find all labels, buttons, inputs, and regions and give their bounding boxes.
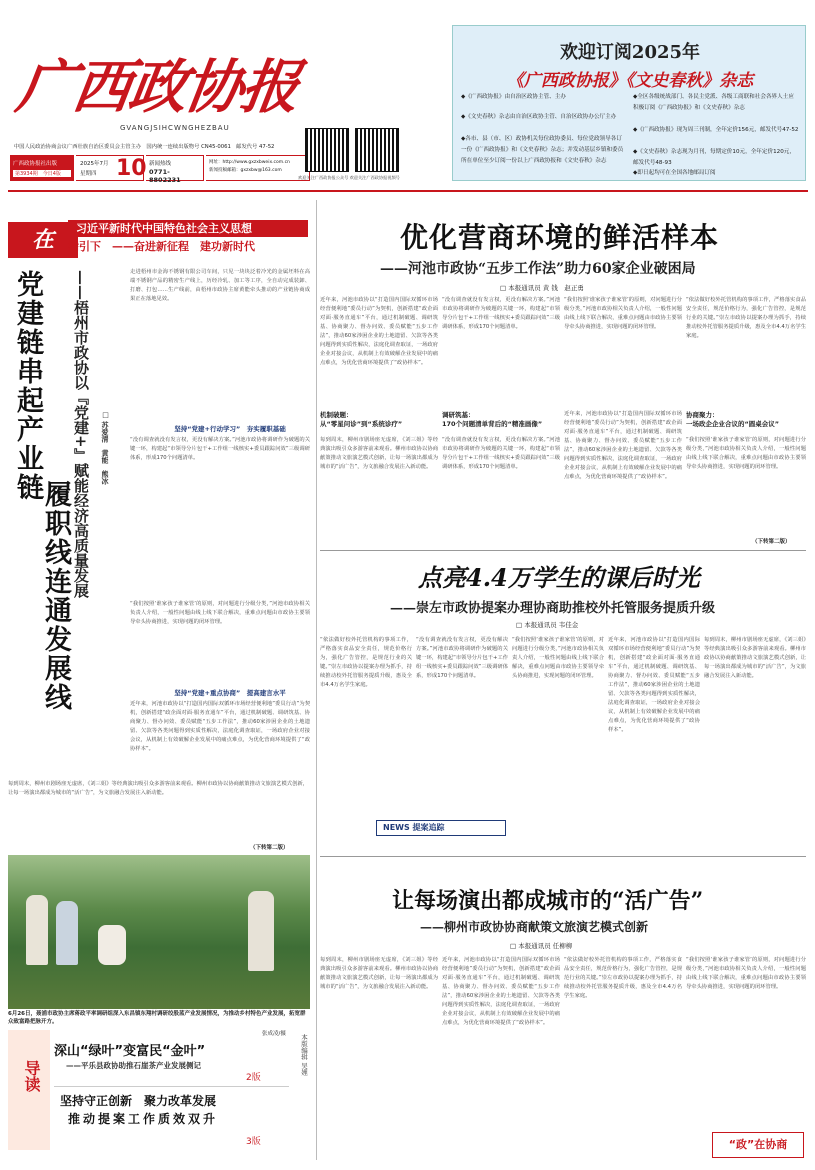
issue-day: 10 bbox=[116, 156, 147, 181]
left-body: 近年来，河池市政协以“打造国内国际双循环市场经营便利地”委员行动”为契机，创新搭建“政企面对面·服务直通车”平台，通过机制破题、调研筑基、协商聚力、督办问效、委员赋能“五步工作法”，推动60家涉困企业的土地遗留、欠款等各类问题得到实质性解决，法庭化调查取证，一场政府企业对接会议，从机制上有效破解企业发展中的痛点难点，为优化营商环境提供了“政协样本”。 bbox=[130, 701, 310, 752]
left-section-2: 坚持“党建+重点协商” 提高建言水平 bbox=[174, 689, 286, 697]
consultation-tag-label: “政”在协商 bbox=[728, 1138, 788, 1151]
story2-subhead: ——崇左市政协提案办理协商助推校外托管服务提质升级 bbox=[390, 601, 716, 616]
story1-body: 每到周末，柳州市剧场座无虚席，《刘三姐》等经典演出吸引众多游客前来观看。柳州市政协以协商献策推动文旅演艺模式创新，让每一场演出都成为城市的“活广告”，为文旅融合发展注入新动能。 bbox=[320, 437, 438, 470]
left-authors: □ 苏爱清 黄能 熊冰 bbox=[101, 410, 110, 485]
story3-byline: □ 本报通讯员 任柳柳 bbox=[510, 942, 573, 950]
story1-body: “我们按照‘谁家孩子谁家管’的原则，对问题进行分级分类，”河池市政协相关负责人介绍，一般性问题由线上线下联合解决，重难点问题由市政协主要领导牵头协商推进，实现问题的闭环管理。 bbox=[564, 297, 682, 330]
left-subhead: ——梧州市政协以『党建+』赋能经济高质量发展 bbox=[72, 270, 90, 598]
masthead-title: 广西政协报 bbox=[12, 53, 303, 121]
story1-continued: （下转第二版） bbox=[752, 539, 791, 545]
story1-box1: 机制破题： 从“零星问诊”到“系统诊疗” bbox=[320, 411, 403, 428]
story1-subhead: ——河池市政协“五步工作法”助力60家企业破困局 bbox=[380, 261, 696, 277]
qr-caption: 欢迎关注广西政协报公众号 欢迎关注广西政协报视频号 bbox=[298, 175, 400, 180]
story2-headline: 点亮4.4万学生的课后时光 bbox=[418, 563, 700, 592]
ad-line: ◆《文史春秋》杂志由自治区政协主管、自治区政协办公厅主办 bbox=[461, 114, 617, 120]
story2-body: “我们按照‘谁家孩子谁家管’的原则，对问题进行分级分类，”河池市政协相关负责人介绍，一般性问题由线上线下联合解决，重难点问题由市政协主要领导牵头协商推进，实现问题的闭环管理。 bbox=[512, 637, 604, 679]
story1-headline: 优化营商环境的鲜活样本 bbox=[400, 221, 720, 254]
ad-title: 欢迎订阅2025年 bbox=[559, 42, 701, 63]
ad-line: ◆即日起均可在全国各地邮局订阅 bbox=[633, 170, 716, 176]
guide-item1-page[interactable]: 2版 bbox=[246, 1073, 261, 1083]
left-continued: （下转第二版） bbox=[250, 845, 289, 851]
ad-line: ◆《文史春秋》杂志现为月刊，每期定价10元，全年定价120元，邮发代号48-93 bbox=[633, 149, 795, 166]
issue-number: 第3934期 今日4版 bbox=[13, 170, 71, 177]
story3-body: 每到周末，柳州市剧场座无虚席，《刘三姐》等经典演出吸引众多游客前来观看。柳州市政协以协商献策推动文旅演艺模式创新，让每一场演出都成为城市的“活广告”，为文旅融合发展注入新动能。 bbox=[320, 957, 438, 990]
story1-body: 近年来，河池市政协以“打造国内国际双循环市场经营便利地”委员行动”为契机，创新搭建“政企面对面·服务直通车”平台，通过机制破题、调研筑基、协商聚力、督办问效、委员赋能“五步工作法”，推动60家涉困企业的土地遗留、欠款等各类问题得到实质性解决，法庭化调查取证，一场政府企业对接会议，从机制上有效破解企业发展中的痛点难点，为优化营商环境提供了“政协样本”。 bbox=[320, 297, 438, 366]
story1-body: “没有调查就没有发言权，更没有解决方案。”河池市政协将调研作为破题的关键一环，构建起“市领导分片包干+工作组一线核实+委员跟踪问效”三级调研体系，形成170个问题清单。 bbox=[442, 437, 560, 470]
story3-headline: 让每场演出都成城市的“活广告” bbox=[392, 888, 704, 914]
subscription-ad bbox=[452, 25, 806, 181]
series-line-1: 习近平新时代中国特色社会主义思想 bbox=[68, 220, 308, 237]
story1-body: “没有调查就没有发言权，更没有解决方案。”河池市政协将调研作为破题的关键一环，构建起“市领导分片包干+工作组一线核实+委员跟踪问效”三级调研体系，形成170个问题清单。 bbox=[442, 297, 560, 330]
story2-byline: □ 本报通讯员 韦佳金 bbox=[516, 621, 579, 629]
story2-body: “没有调查就没有发言权，更没有解决方案。”河池市政协将调研作为破题的关键一环，构建起“市领导分片包干+工作组一线核实+委员跟踪问效”三级调研体系，形成170个问题清单。 bbox=[416, 637, 508, 679]
guide-item2-page[interactable]: 3版 bbox=[246, 1137, 261, 1147]
left-body: “没有调查就没有发言权，更没有解决方案。”河池市政协将调研作为破题的关键一环，构建起“市领导分片包干+工作组一线核实+委员跟踪问效”三级调研体系，形成170个问题清单。 bbox=[130, 437, 310, 461]
proposal-tag bbox=[376, 820, 506, 836]
video-qr-code bbox=[355, 128, 399, 172]
contact-box bbox=[206, 155, 310, 181]
photo-credit: 张成凌/摄 bbox=[262, 1031, 286, 1037]
guide-label-box bbox=[8, 1030, 50, 1150]
proposal-tag-label: NEWS 提案追踪 bbox=[383, 823, 445, 832]
guide-item1-subtitle: ——平乐县政协助推石崖茶产业发展侧记 bbox=[66, 1061, 201, 1070]
left-body: “我们按照‘谁家孩子谁家管’的原则，对问题进行分级分类，”河池市政协相关负责人介绍，一般性问题由线上线下联合解决，重难点问题由市政协主要领导牵头协商推进，实现问题的闭环管理。 bbox=[130, 601, 310, 625]
left-body: 每到周末，柳州市剧场座无虚席，《刘三姐》等经典演出吸引众多游客前来观看。柳州市政协以协商献策推动文旅演艺模式创新，让每一场演出都成为城市的“活广告”，为文旅融合发展注入新动能。 bbox=[8, 781, 308, 796]
guide-item2-line2[interactable]: 推动提案工作质效双升 bbox=[68, 1112, 219, 1126]
email: 新闻投稿邮箱：gxzxbw@163.com bbox=[209, 168, 282, 173]
story3-subhead: ——柳州市政协协商献策文旅演艺模式创新 bbox=[420, 920, 649, 934]
story3-body: 近年来，河池市政协以“打造国内国际双循环市场经营便利地”委员行动”为契机，创新搭建“政企面对面·服务直通车”平台，通过机制破题、调研筑基、协商聚力、督办问效、委员赋能“五步工作法”，推动60家涉困企业的土地遗留、欠款等各类问题得到实质性解决，法庭化调查取证，一场政府企业对接会议，从机制上有效破解企业发展中的痛点难点，为优化营商环境提供了“政协样本”。 bbox=[442, 957, 560, 1026]
story2-body: “依法做好校外托管机构的事项工作，严格落实食品安全责任，规范价格行为，强化广告管控，是规范行业的关键。”崇左市政协以提案办理为抓手，持续推动校外托管服务提质升级，惠及全市4.4万名学生家庭。 bbox=[320, 637, 412, 688]
ad-subtitle: 《广西政协报》《文史春秋》杂志 bbox=[506, 71, 754, 91]
ad-line: ◆各市、县（市、区）政协机关每位政协委员、每位党政领导各订一份《广西政协报》和《文史春秋》杂志；并发动基层乡镇和委员所在单位至少订阅一份以上广西政协报和《文史春秋》杂志 bbox=[461, 136, 624, 164]
consultation-tag bbox=[712, 1132, 804, 1158]
story1-byline: □ 本报通讯员 黄 钱 赵正勇 bbox=[500, 284, 584, 292]
story1-body: “依法做好校外托管机构的事项工作，严格落实食品安全责任，规范价格行为，强化广告管控，是规范行业的关键。”崇左市政协以提案办理为抓手，持续推动校外托管服务提质升级，惠及全市4.4万名学生家庭。 bbox=[686, 297, 806, 339]
edition-badge: 广西政协报社出版 bbox=[13, 161, 58, 167]
series-badge: 在 bbox=[8, 222, 78, 258]
left-body: 走进梧州市金海不锈钢有限公司车间，只见一块块泛着冷光的金属坯料在高端不锈钢产品的精密生产线上，历经冷轧、加工等工序，全自动完成装卸、打磨、打包……生产线前，由梧州市政协主席黄能牵头推动的产业链协商成果正在落地见效。 bbox=[130, 269, 310, 302]
guide-label: 导读 bbox=[22, 1060, 41, 1092]
story1-box3: 协商聚力： 一场政企企业合议的“圆桌会议” bbox=[686, 411, 780, 428]
story3-body: “依法做好校外托管机构的事项工作，严格落实食品安全责任，规范价格行为，强化广告管控，是规范行业的关键。”崇左市政协以提案办理为抓手，持续推动校外托管服务提质升级，惠及全市4.4万名学生家庭。 bbox=[564, 957, 682, 999]
guide-item1-title[interactable]: 深山“绿叶”变富民“金叶” bbox=[54, 1044, 206, 1059]
story3-body: “我们按照‘谁家孩子谁家管’的原则，对问题进行分级分类，”河池市政协相关负责人介绍，一般性问题由线上线下联合解决，重难点问题由市政协主要领导牵头协商推进，实现问题的闭环管理。 bbox=[686, 957, 806, 990]
masthead-sponsor: 中国人民政治协商会议广西壮族自治区委员会主管主办 国内统一连续出版物号 CN45-0061 邮发代号 47-52 bbox=[14, 144, 275, 150]
story1-box2: 调研筑基： 170个问题清单背后的“精准画像” bbox=[442, 411, 543, 428]
ad-line: ◆《广西政协报》由自治区政协主管、主办 bbox=[461, 94, 566, 100]
masthead-divider bbox=[8, 190, 808, 192]
story2-body: 近年来，河池市政协以“打造国内国际双循环市场经营便利地”委员行动”为契机，创新搭建“政企面对面·服务直通车”平台，通过机制破题、调研筑基、协商聚力、督办问效、委员赋能“五步工作法”，推动60家涉困企业的土地遗留、欠款等各类问题得到实质性解决，法庭化调查取证，一场政府企业对接会议，从机制上有效破解企业发展中的痛点难点，为优化营商环境提供了“政协样本”。 bbox=[608, 637, 700, 733]
hotline-number: 0771-8802231 bbox=[149, 168, 181, 184]
ad-line: ◆全区各级统战部门、各民主党派、各级工商联和社会各界人士应积极订阅《广西政协报》和《文史春秋》杂志 bbox=[633, 94, 794, 111]
story1-body: 近年来，河池市政协以“打造国内国际双循环市场经营便利地”委员行动”为契机，创新搭建“政企面对面·服务直通车”平台，通过机制破题、调研筑基、协商聚力、督办问效、委员赋能“五步工作法”，推动60家涉困企业的土地遗留、欠款等各类问题得到实质性解决，法庭化调查取证，一场政府企业对接会议，从机制上有效破解企业发展中的痛点难点，为优化营商环境提供了“政协样本”。 bbox=[564, 411, 682, 480]
story1-body: “我们按照‘谁家孩子谁家管’的原则，对问题进行分级分类，”河池市政协相关负责人介绍，一般性问题由线上线下联合解决，重难点问题由市政协主要领导牵头协商推进，实现问题的闭环管理。 bbox=[686, 437, 806, 470]
date-box bbox=[76, 155, 147, 181]
left-headline-b: 履职线连通发展线 bbox=[40, 480, 71, 712]
news-photo bbox=[8, 855, 310, 1009]
masthead-pinyin: GVANGJSIHCWNGHEZBAU bbox=[120, 124, 230, 132]
issue-weekday: 星期四 bbox=[80, 171, 97, 177]
website: 网址：http://www.gxzxbweix.com.cn bbox=[209, 160, 290, 165]
guide-item2-title[interactable]: 坚持守正创新 聚力改革发展 bbox=[60, 1094, 217, 1108]
hotline-box bbox=[146, 155, 204, 184]
column-divider bbox=[316, 200, 317, 1160]
story2-body: 每到周末，柳州市剧场座无虚席，《刘三姐》等经典演出吸引众多游客前来观看。柳州市政协以协商献策推动文旅演艺模式创新，让每一场演出都成为城市的“活广告”，为文旅融合发展注入新动能。 bbox=[704, 637, 806, 679]
left-headline-a: 党建链串起产业链 bbox=[12, 270, 43, 502]
edition-box bbox=[10, 155, 74, 181]
ad-line: ◆《广西政协报》现为周三刊制，全年定价156元，邮发代号47-52 bbox=[633, 127, 799, 133]
hotline-label: 新闻热线 bbox=[149, 161, 172, 167]
series-line-2: 指引下 ——奋进新征程 建功新时代 bbox=[68, 240, 255, 253]
wechat-qr-code bbox=[305, 128, 349, 172]
page-editors: 本版编辑 吴娌 bbox=[300, 1034, 308, 1076]
photo-caption: 6月26日，聂浦市政协主席蒋政平率调研组深入东昌镇东翔村调研绞股蓝产业发展情况，为推动乡村特色产业发展，拓宽群众致富路把脉开方。 bbox=[8, 1011, 306, 1025]
issue-date: 2025年7月 bbox=[80, 161, 109, 167]
left-section-1: 坚持“党建+行动学习” 夯实履职基础 bbox=[174, 425, 286, 433]
